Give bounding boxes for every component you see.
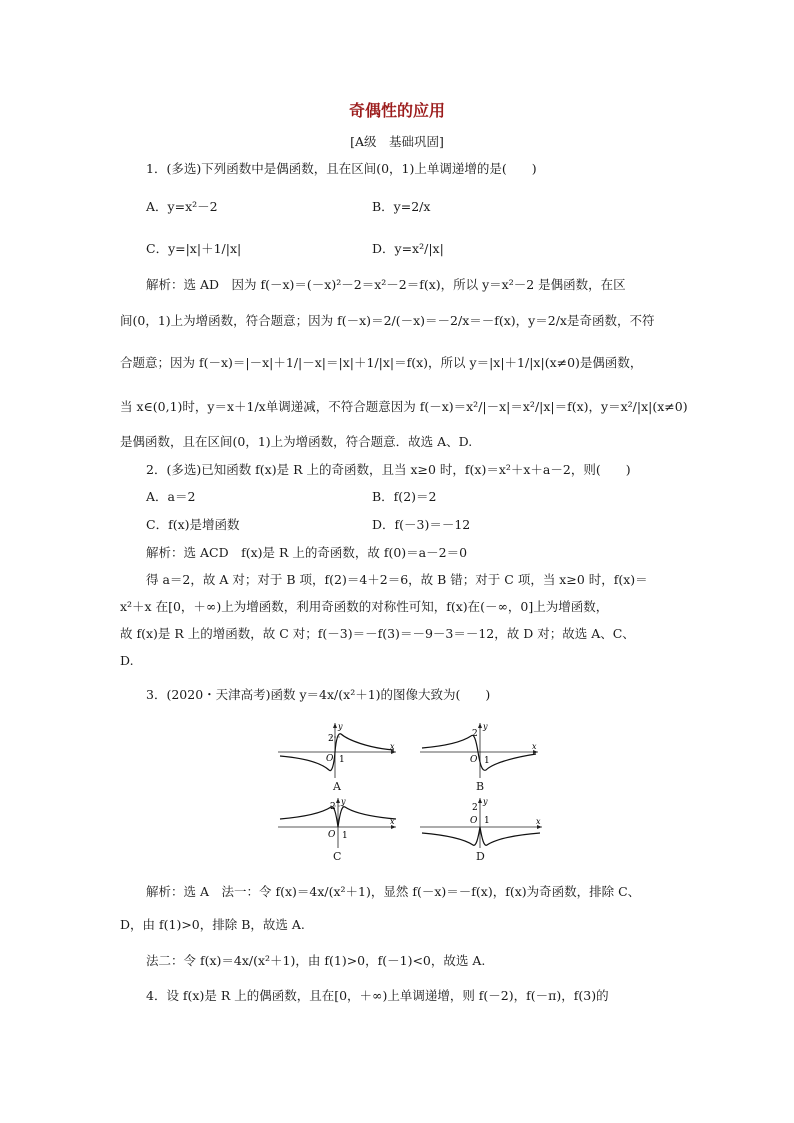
q2-solution-line: 解析：选 ACD f(x)是 R 上的奇函数，故 f(0)＝a－2＝0 bbox=[146, 545, 468, 560]
q1-option-b: B．y=2/x bbox=[372, 199, 431, 214]
question-3-stem: 3．(2020・天津高考)函数 y＝4x/(x²＋1)的图像大致为( ) bbox=[146, 687, 491, 702]
q1-solution-line: 当 x∈(0,1)时，y＝x＋1/x单调递减，不符合题意因为 f(－x)＝x²/|－x|＝x²/|x|＝f(x)，y＝x²/|x|(x≠0) bbox=[120, 399, 688, 414]
y-axis-label: y bbox=[341, 797, 346, 806]
q3-solution-line: D，由 f(1)>0，排除 B，故选 A. bbox=[120, 917, 305, 932]
section-heading: [A级 基础巩固] bbox=[350, 134, 444, 149]
q2-solution-line: D. bbox=[120, 653, 134, 668]
q1-solution-line: 解析：选 AD 因为 f(－x)＝(－x)²－2＝x²－2＝f(x)，所以 y＝x²－2 是偶函数，在区 bbox=[146, 277, 626, 292]
page-title: 奇偶性的应用 bbox=[348, 101, 445, 120]
axis-label-two: 2 bbox=[330, 802, 336, 812]
origin-label: O bbox=[470, 755, 478, 765]
q1-option-a: A．y=x²－2 bbox=[146, 199, 218, 214]
q1-solution-line: 间(0，1)上为增函数，符合题意；因为 f(－x)＝2/(－x)＝－2/x＝－f(x)，y＝2/x是奇函数，不符 bbox=[120, 313, 655, 328]
q1-option-d: D．y=x²/|x| bbox=[372, 241, 444, 256]
q3-solution-line: 法二：令 f(x)＝4x/(x²＋1)，由 f(1)>0，f(－1)<0，故选 A. bbox=[146, 953, 486, 968]
graph-option-d-label: D bbox=[476, 850, 485, 863]
y-axis-label: y bbox=[483, 722, 488, 731]
q1-solution-line: 合题意；因为 f(－x)＝|－x|＋1/|－x|＝|x|＋1/|x|＝f(x)，所以 y＝|x|＋1/|x|(x≠0)是偶函数， bbox=[120, 355, 643, 370]
question-2-stem: 2．(多选)已知函数 f(x)是 R 上的奇函数，且当 x≥0 时，f(x)＝x²＋x＋a－2，则( ) bbox=[146, 462, 631, 477]
x-axis-label: x bbox=[390, 742, 395, 751]
graph-option-b bbox=[420, 720, 540, 780]
axis-label-two: 2 bbox=[472, 803, 478, 813]
axis-label-one: 1 bbox=[342, 831, 348, 841]
origin-label: O bbox=[470, 816, 478, 826]
q2-solution-line: x²＋x 在[0，＋∞)上为增函数，利用奇函数的对称性可知，f(x)在(－∞，0]上为增函数， bbox=[120, 599, 609, 614]
x-axis-label: x bbox=[390, 817, 395, 826]
axis-label-two: 2 bbox=[328, 734, 334, 744]
q3-solution-line: 解析：选 A 法一：令 f(x)＝4x/(x²＋1)，显然 f(－x)＝－f(x)，f(x)为奇函数，排除 C、 bbox=[146, 884, 641, 899]
question-4-stem: 4．设 f(x)是 R 上的偶函数，且在[0，＋∞)上单调递增，则 f(－2)，f(－π)，f(3)的 bbox=[146, 988, 609, 1003]
axis-label-one: 1 bbox=[484, 756, 490, 766]
q2-solution-line: 得 a＝2，故 A 对；对于 B 项，f(2)＝4＋2＝6，故 B 错；对于 C 项，当 x≥0 时，f(x)＝ bbox=[146, 572, 648, 587]
q2-option-a: A．a＝2 bbox=[146, 489, 196, 504]
graph-option-c-label: C bbox=[333, 850, 342, 863]
origin-label: O bbox=[328, 830, 336, 840]
q1-solution-line: 是偶函数，且在区间(0，1)上为增函数，符合题意．故选 A、D. bbox=[120, 434, 473, 449]
axis-label-one: 1 bbox=[484, 816, 490, 826]
q2-option-b: B．f(2)＝2 bbox=[372, 489, 437, 504]
q1-option-c: C．y=|x|＋1/|x| bbox=[146, 241, 242, 256]
x-axis-label: x bbox=[536, 817, 541, 826]
y-axis-label: y bbox=[483, 797, 488, 806]
graph-option-b-label: B bbox=[476, 780, 485, 793]
graph-option-a-label: A bbox=[333, 780, 341, 793]
origin-label: O bbox=[326, 754, 334, 764]
x-axis-label: x bbox=[532, 742, 537, 751]
question-1-stem: 1．(多选)下列函数中是偶函数，且在区间(0，1)上单调递增的是( ) bbox=[146, 161, 537, 176]
y-axis-label: y bbox=[338, 722, 343, 731]
q2-option-d: D．f(－3)＝－12 bbox=[372, 517, 471, 532]
q2-option-c: C．f(x)是增函数 bbox=[146, 517, 240, 532]
axis-label-one: 1 bbox=[339, 755, 345, 765]
graph-option-c bbox=[278, 795, 398, 850]
q2-solution-line: 故 f(x)是 R 上的增函数，故 C 对；f(－3)＝－f(3)＝－9－3＝－12，故 D 对；故选 A、C、 bbox=[120, 626, 635, 641]
axis-label-two: 2 bbox=[472, 729, 478, 739]
graph-option-a bbox=[278, 720, 398, 780]
graph-option-d bbox=[420, 795, 545, 850]
